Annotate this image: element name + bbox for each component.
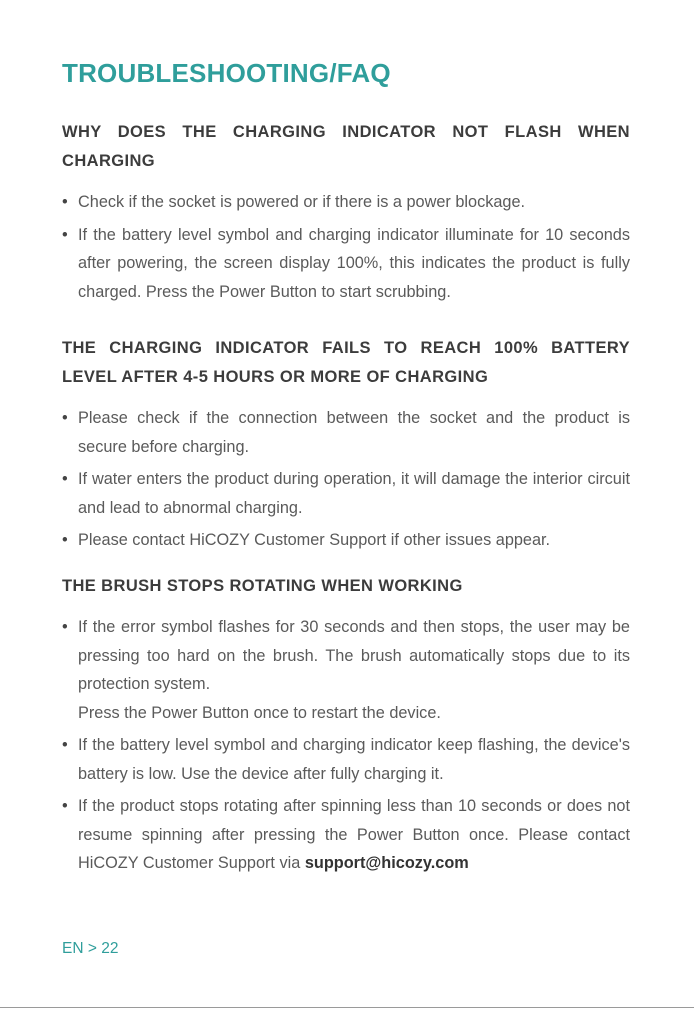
faq-section-charging-fail	[62, 334, 630, 559]
bullet-list	[62, 188, 630, 306]
faq-section-charging-flash	[62, 118, 630, 310]
section-heading: WHY DOES THE CHARGING INDICATOR NOT FLASH WHEN CHARGING	[62, 123, 630, 170]
list-item: • Please check if the connection between the socket and the product is secure before charging.	[62, 404, 630, 461]
list-item: • Check if the socket is powered or if there is a power blockage.	[62, 188, 630, 217]
section-heading: THE CHARGING INDICATOR FAILS TO REACH 100% BATTERY LEVEL AFTER 4-5 HOURS OR MORE OF CHARGING	[62, 339, 630, 386]
list-item	[62, 613, 630, 727]
list-item: • Please contact HiCOZY Customer Support if other issues appear.	[62, 526, 630, 555]
page-title: TROUBLESHOOTING/FAQ	[62, 58, 391, 88]
bullet-list	[62, 404, 630, 555]
list-item: • If the battery level symbol and charging indicator keep flashing, the device's battery is low. Use the device after fully charging it.	[62, 731, 630, 788]
list-item: • If the battery level symbol and charging indicator illuminate for 10 seconds after powering, the screen display 100%, this indicates the product is fully charged. Press the Power Button to start scrubbing.	[62, 221, 630, 307]
faq-section-brush-stops	[62, 572, 630, 882]
section-heading: THE BRUSH STOPS ROTATING WHEN WORKING	[62, 577, 463, 595]
bottom-divider	[0, 1007, 694, 1008]
bullet-list	[62, 613, 630, 878]
page-number: EN > 22	[62, 940, 119, 957]
list-item	[62, 792, 630, 878]
list-item-extra-line: Press the Power Button once to restart the device.	[78, 703, 441, 722]
list-item-text: If the product stops rotating after spinning less than 10 seconds or does not resume spinning after pressing the Power Button once. Please contact HiCOZY Customer Support via	[78, 797, 630, 872]
support-email: support@hicozy.com	[304, 854, 469, 872]
list-item-text: If the error symbol flashes for 30 seconds and then stops, the user may be pressing too hard on the brush. The brush automatically stops due to its protection system.	[78, 618, 630, 693]
list-item: • If water enters the product during operation, it will damage the interior circuit and lead to abnormal charging.	[62, 465, 630, 522]
